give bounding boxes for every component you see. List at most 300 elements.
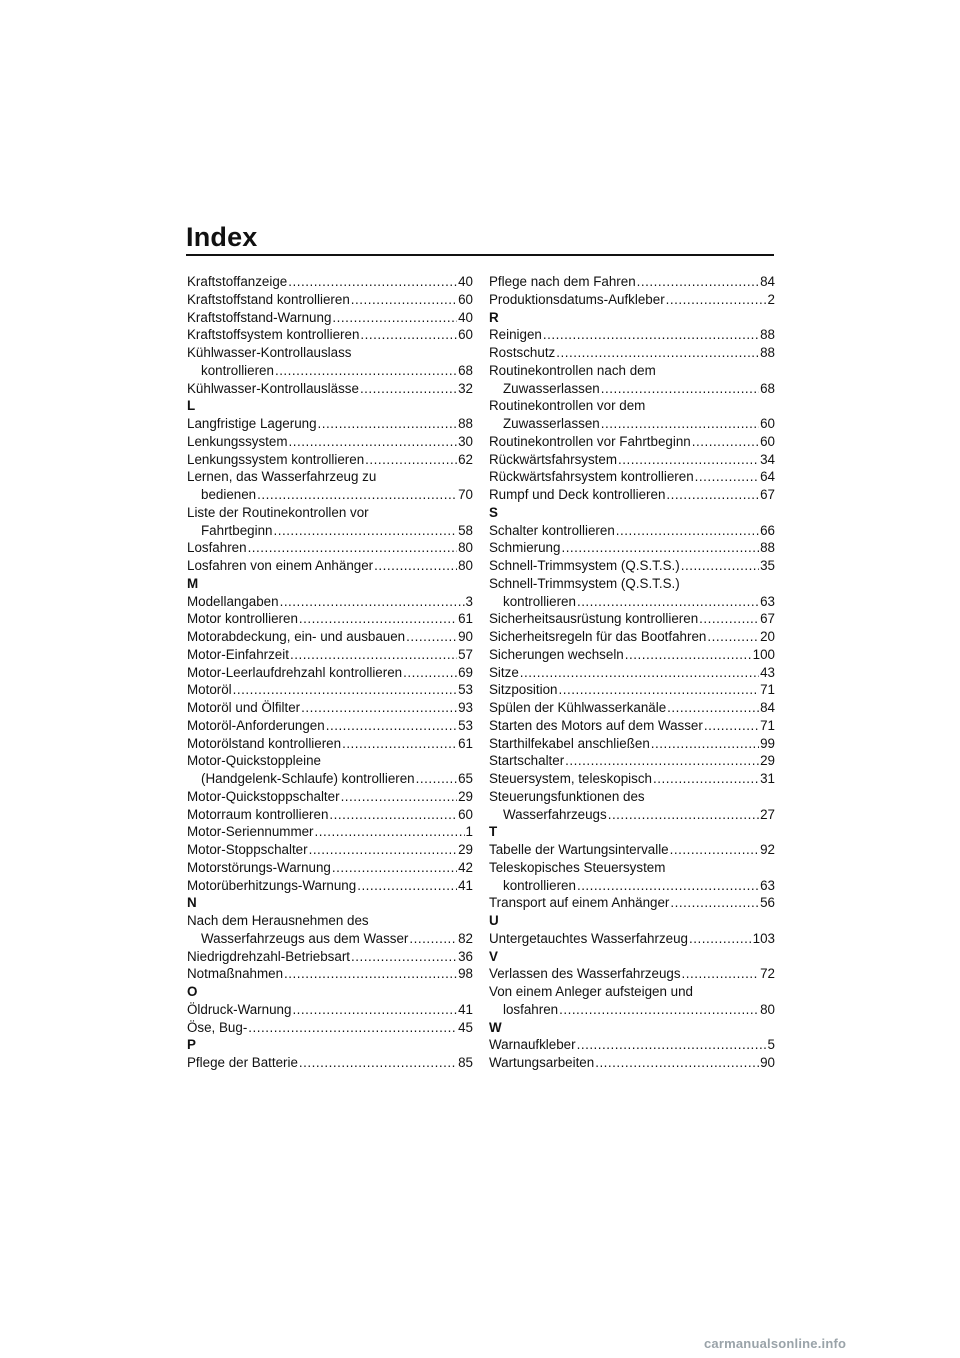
dot-leader xyxy=(543,326,759,344)
dot-leader xyxy=(608,806,759,824)
index-entry-page: 2 xyxy=(767,291,775,307)
index-entry xyxy=(187,291,473,309)
dot-leader xyxy=(681,557,759,575)
index-entry xyxy=(187,557,473,575)
index-entry-text: Losfahren von einem Anhänger xyxy=(187,558,374,573)
index-entry xyxy=(489,841,775,859)
index-entry xyxy=(187,273,473,291)
index-entry-text: Kraftstoffsystem kontrollieren xyxy=(187,327,360,343)
index-entry-row xyxy=(187,823,473,841)
index-entry xyxy=(489,468,775,486)
index-entry xyxy=(489,735,775,753)
dot-leader xyxy=(666,291,767,309)
index-entry-page: 63 xyxy=(760,593,775,609)
dot-leader xyxy=(357,877,457,895)
index-entry-row xyxy=(187,735,473,753)
index-entry-row xyxy=(187,1001,473,1019)
index-entry-page: 40 xyxy=(458,309,473,325)
index-entry-text: Transport auf einem Anhänger xyxy=(489,895,670,911)
index-entry-text: Motor kontrollieren xyxy=(187,611,298,627)
dot-leader xyxy=(520,664,759,682)
index-entry xyxy=(187,1054,473,1072)
index-entry xyxy=(489,646,775,664)
index-entry-text: Warnaufkleber xyxy=(489,1037,576,1053)
index-entry-heading: Liste der Routinekontrollen vor xyxy=(187,504,369,520)
dot-leader xyxy=(577,593,759,611)
index-entry-page: 61 xyxy=(458,611,473,627)
index-entry xyxy=(489,326,775,344)
index-entry-heading: Kühlwasser-Kontrollauslass xyxy=(187,345,352,360)
index-entry-text: Schalter kontrollieren xyxy=(489,522,615,538)
index-entry-text: Untergetauchtes Wasserfahrzeug xyxy=(489,930,688,946)
dot-leader xyxy=(707,628,759,646)
index-entry-page: 60 xyxy=(458,806,473,822)
index-entry-row xyxy=(187,717,473,735)
index-entry xyxy=(187,326,473,344)
index-entry-heading: Routinekontrollen vor dem xyxy=(489,398,646,414)
dot-leader xyxy=(299,610,457,628)
index-entry-text: Motor-Seriennummer xyxy=(187,824,314,840)
index-entry xyxy=(187,788,473,806)
index-entry-text: Motorüberhitzungs-Warnung xyxy=(187,877,357,893)
dot-leader xyxy=(689,930,752,948)
index-entry xyxy=(187,965,473,983)
index-entry-heading: Steuerungsfunktionen des xyxy=(489,788,645,804)
index-entry xyxy=(187,610,473,628)
index-entry-page: 90 xyxy=(458,629,473,644)
dot-leader xyxy=(406,628,457,646)
index-entry-text: Sitze xyxy=(489,664,519,680)
index-entry-row xyxy=(187,930,473,948)
index-entry-row xyxy=(187,646,473,664)
index-entry-row xyxy=(489,380,775,398)
index-entry-page: 62 xyxy=(458,451,473,467)
index-entry-text: Zuwasserlassen xyxy=(503,380,600,396)
index-entry xyxy=(489,1036,775,1054)
index-entry-text: Sicherheitsausrüstung kontrollieren xyxy=(489,611,699,627)
index-entry xyxy=(187,646,473,664)
index-entry xyxy=(489,681,775,699)
index-entry-row xyxy=(187,965,473,983)
index-entry-row xyxy=(489,433,775,451)
index-section-letter: V xyxy=(489,948,498,964)
index-entry-row xyxy=(489,717,775,735)
index-entry xyxy=(489,859,775,895)
index-entry-row xyxy=(489,894,775,912)
index-entry xyxy=(489,894,775,912)
index-entry-row xyxy=(187,699,473,717)
index-entry xyxy=(187,664,473,682)
index-entry-page: 20 xyxy=(760,629,775,644)
dot-leader xyxy=(637,273,759,291)
page-title: Index xyxy=(186,222,258,252)
index-entry-page: 67 xyxy=(760,487,775,502)
index-entry-text: Notmaßnahmen xyxy=(187,966,284,982)
dot-leader xyxy=(360,380,457,398)
dot-leader xyxy=(374,557,457,575)
index-section-letter: O xyxy=(187,984,198,999)
index-entry-page: 36 xyxy=(458,948,473,964)
index-entry-page: 71 xyxy=(760,682,775,698)
dot-leader xyxy=(318,415,458,433)
dot-leader xyxy=(288,273,457,291)
dot-leader xyxy=(558,681,759,699)
index-entry-row xyxy=(187,593,473,611)
index-entry-text: Zuwasserlassen xyxy=(503,416,600,431)
index-entry-page: 53 xyxy=(458,682,473,698)
index-entry-page: 57 xyxy=(458,646,473,662)
dot-leader xyxy=(342,735,457,753)
dot-leader xyxy=(315,823,465,841)
index-section-letter: R xyxy=(489,309,499,325)
index-entry-row xyxy=(489,1001,775,1019)
index-entry-text: Startschalter xyxy=(489,753,565,769)
index-entry-row xyxy=(187,948,473,966)
index-entry-page: 84 xyxy=(760,700,775,715)
index-entry xyxy=(489,628,775,646)
index-entry-page: 40 xyxy=(458,274,473,289)
index-section-letter: N xyxy=(187,895,197,911)
dot-leader xyxy=(416,770,457,788)
index-entry-text: Motorstörungs-Warnung xyxy=(187,859,331,875)
index-entry-row xyxy=(187,433,473,451)
index-entry-row xyxy=(489,664,775,682)
dot-leader xyxy=(280,593,465,611)
dot-leader xyxy=(290,646,457,664)
index-entry-page: 99 xyxy=(760,735,775,751)
index-entry-page: 80 xyxy=(458,558,473,573)
index-entry-text: Wartungsarbeiten xyxy=(489,1055,595,1070)
dot-leader xyxy=(577,877,759,895)
index-entry xyxy=(187,735,473,753)
index-entry xyxy=(187,1019,473,1037)
index-column-left xyxy=(187,273,473,1072)
index-entry-page: 68 xyxy=(760,380,775,396)
index-entry-page: 66 xyxy=(760,522,775,538)
index-entry-text: Wasserfahrzeugs aus dem Wasser xyxy=(201,930,409,946)
index-entry-row xyxy=(489,1036,775,1054)
index-entry xyxy=(187,380,473,398)
index-entry xyxy=(489,752,775,770)
dot-leader xyxy=(704,717,759,735)
index-entry-text: Modellangaben xyxy=(187,593,279,609)
index-entry-row xyxy=(187,877,473,895)
dot-leader xyxy=(666,486,759,504)
index-entry xyxy=(489,930,775,948)
index-entry-page: 65 xyxy=(458,771,473,786)
index-entry-page: 82 xyxy=(458,930,473,946)
index-entry-page: 30 xyxy=(458,433,473,449)
index-entry-text: Starten des Motors auf dem Wasser xyxy=(489,717,703,733)
index-entry-row xyxy=(187,380,473,398)
index-entry-text: Rückwärtsfahrsystem kontrollieren xyxy=(489,469,694,485)
index-entry xyxy=(187,309,473,327)
index-entry xyxy=(187,699,473,717)
index-entry-page: 85 xyxy=(458,1055,473,1070)
index-entry-text: losfahren xyxy=(503,1001,559,1017)
index-entry-row xyxy=(187,415,473,433)
index-entry-text: Verlassen des Wasserfahrzeugs xyxy=(489,966,681,982)
index-entry-heading: Schnell-Trimmsystem (Q.S.T.S.) xyxy=(489,575,680,591)
index-entry-text: Routinekontrollen vor Fahrtbeginn xyxy=(489,433,691,449)
dot-leader xyxy=(577,1036,767,1054)
index-entry-text: Lenkungssystem kontrollieren xyxy=(187,451,365,467)
index-entry-row xyxy=(489,770,775,788)
index-entry-row xyxy=(489,877,775,895)
dot-leader xyxy=(667,699,759,717)
index-entry-page: 68 xyxy=(458,362,473,378)
dot-leader xyxy=(273,522,457,540)
index-entry-row xyxy=(489,681,775,699)
index-entry-page: 80 xyxy=(458,540,473,556)
dot-leader xyxy=(351,948,457,966)
dot-leader xyxy=(695,468,759,486)
index-entry-heading: Teleskopisches Steuersystem xyxy=(489,859,666,875)
watermark-text: carmanualsonline.info xyxy=(704,1336,847,1351)
index-entry-row xyxy=(187,291,473,309)
index-entry-heading: Motor-Quickstoppleine xyxy=(187,753,321,769)
index-entry-row xyxy=(187,539,473,557)
dot-leader xyxy=(595,1054,759,1072)
index-entry-text: Kraftstoffanzeige xyxy=(187,274,288,289)
dot-leader xyxy=(561,539,759,557)
index-entry-page: 60 xyxy=(458,327,473,343)
index-entry xyxy=(489,1054,775,1072)
index-entry-text: Motoröl und Ölfilter xyxy=(187,700,301,715)
index-entry-heading: Routinekontrollen nach dem xyxy=(489,362,656,378)
index-entry-page: 45 xyxy=(458,1019,473,1035)
dot-leader xyxy=(288,433,457,451)
dot-leader xyxy=(403,664,457,682)
index-entry xyxy=(489,983,775,1019)
index-entry-page: 69 xyxy=(458,664,473,680)
index-entry-page: 27 xyxy=(760,806,775,822)
dot-leader xyxy=(653,770,759,788)
index-entry-page: 88 xyxy=(760,345,775,360)
index-entry-text: Motor-Einfahrzeit xyxy=(187,646,289,662)
index-entry-row xyxy=(489,965,775,983)
index-entry-row xyxy=(489,557,775,575)
index-entry-heading: Nach dem Herausnehmen des xyxy=(187,913,369,928)
dot-leader xyxy=(670,894,759,912)
index-entry xyxy=(187,806,473,824)
index-entry-page: 29 xyxy=(458,788,473,804)
index-entry-text: Produktionsdatums-Aufkleber xyxy=(489,291,665,307)
dot-leader xyxy=(326,717,457,735)
dot-leader xyxy=(332,309,457,327)
dot-leader xyxy=(301,699,457,717)
dot-leader xyxy=(275,362,457,380)
index-entry-row xyxy=(187,628,473,646)
index-entry-text: Schnell-Trimmsystem (Q.S.T.S.) xyxy=(489,558,680,573)
index-entry xyxy=(187,841,473,859)
index-entry xyxy=(489,717,775,735)
index-entry-text: Öldruck-Warnung xyxy=(187,1001,292,1017)
index-entry-page: 88 xyxy=(458,416,473,431)
index-entry-row xyxy=(187,841,473,859)
index-entry-row xyxy=(489,415,775,433)
index-entry-page: 60 xyxy=(760,416,775,431)
dot-leader xyxy=(699,610,759,628)
index-entry-text: Tabelle der Wartungsintervalle xyxy=(489,842,669,857)
index-entry-text: Wasserfahrzeugs xyxy=(503,806,607,822)
index-entry-text: Reinigen xyxy=(489,327,542,343)
index-entry-text: Rostschutz xyxy=(489,345,556,360)
dot-leader xyxy=(692,433,759,451)
dot-leader xyxy=(233,681,457,699)
index-entry-row xyxy=(187,451,473,469)
index-entry-row xyxy=(489,344,775,362)
dot-leader xyxy=(556,344,759,362)
index-entry-row xyxy=(489,806,775,824)
index-entry-row xyxy=(489,326,775,344)
index-section-letter: W xyxy=(489,1019,502,1035)
index-entry-page: 5 xyxy=(767,1037,775,1053)
index-entry-text: Sicherheitsregeln für das Bootfahren xyxy=(489,629,707,644)
dot-leader xyxy=(601,380,759,398)
index-entry xyxy=(489,610,775,628)
index-entry-page: 63 xyxy=(760,877,775,893)
index-entry-row xyxy=(187,806,473,824)
index-entry-row xyxy=(187,770,473,788)
dot-leader xyxy=(360,326,457,344)
index-entry-page: 84 xyxy=(760,274,775,289)
index-entry-text: Sitzposition xyxy=(489,682,558,698)
index-entry-text: Kraftstoffstand-Warnung xyxy=(187,309,332,325)
index-entry-page: 72 xyxy=(760,966,775,982)
index-entry-page: 98 xyxy=(458,966,473,982)
index-entry-text: Motor-Stoppschalter xyxy=(187,842,308,857)
index-entry-page: 93 xyxy=(458,700,473,715)
index-entry xyxy=(489,557,775,575)
index-section-letter: T xyxy=(489,824,498,840)
index-entry-page: 88 xyxy=(760,540,775,556)
dot-leader xyxy=(329,806,457,824)
index-entry-page: 80 xyxy=(760,1001,775,1017)
index-section-letter: L xyxy=(187,398,196,414)
index-entry xyxy=(489,788,775,824)
index-entry xyxy=(187,628,473,646)
index-entry-row xyxy=(187,557,473,575)
index-entry-row xyxy=(187,788,473,806)
index-entry-row xyxy=(489,1054,775,1072)
index-entry-text: Rumpf und Deck kontrollieren xyxy=(489,487,666,502)
index-entry-text: Schmierung xyxy=(489,540,561,556)
index-entry xyxy=(489,486,775,504)
index-entry xyxy=(187,752,473,788)
index-entry-page: 60 xyxy=(458,291,473,307)
index-entry xyxy=(489,575,775,611)
dot-leader xyxy=(341,788,458,806)
index-entry-row xyxy=(187,610,473,628)
index-entry-text: Motorabdeckung, ein- und ausbauen xyxy=(187,629,406,644)
index-entry-row xyxy=(489,273,775,291)
index-entry-row xyxy=(187,664,473,682)
index-entry-page: 1 xyxy=(465,824,473,840)
index-entry-row xyxy=(489,610,775,628)
index-entry-text: Starthilfekabel anschließen xyxy=(489,735,650,751)
index-entry xyxy=(489,344,775,362)
index-entry xyxy=(187,717,473,735)
index-entry-text: Motoröl xyxy=(187,682,232,698)
index-entry-page: 64 xyxy=(760,469,775,485)
index-entry-page: 103 xyxy=(752,930,775,946)
index-entry xyxy=(489,451,775,469)
dot-leader xyxy=(248,1019,457,1037)
index-entry-page: 29 xyxy=(760,753,775,769)
index-entry-page: 67 xyxy=(760,611,775,627)
index-entry-page: 70 xyxy=(458,487,473,502)
index-entry-row xyxy=(187,1054,473,1072)
index-entry-text: (Handgelenk-Schlaufe) kontrollieren xyxy=(201,771,415,786)
dot-leader xyxy=(284,965,457,983)
index-entry-row xyxy=(489,291,775,309)
dot-leader xyxy=(332,859,457,877)
index-entry xyxy=(489,397,775,433)
index-entry-text: Steuersystem, teleskopisch xyxy=(489,771,652,786)
index-entry-text: Pflege der Batterie xyxy=(187,1055,298,1070)
index-entry xyxy=(489,770,775,788)
index-entry-page: 42 xyxy=(458,859,473,875)
index-entry-page: 34 xyxy=(760,451,775,467)
index-entry-page: 3 xyxy=(465,593,473,609)
index-entry xyxy=(489,664,775,682)
index-entry-text: Motorraum kontrollieren xyxy=(187,806,329,822)
dot-leader xyxy=(248,539,458,557)
index-entry-row xyxy=(187,859,473,877)
title-rule xyxy=(186,254,774,256)
index-entry-page: 31 xyxy=(760,771,775,786)
index-entry xyxy=(187,1001,473,1019)
index-entry-row xyxy=(489,752,775,770)
dot-leader xyxy=(682,965,760,983)
index-entry xyxy=(489,273,775,291)
index-entry-text: Lenkungssystem xyxy=(187,433,288,449)
index-entry-row xyxy=(489,735,775,753)
index-entry-row xyxy=(187,326,473,344)
dot-leader xyxy=(351,291,457,309)
index-entry-row xyxy=(489,451,775,469)
index-entry-page: 100 xyxy=(752,646,775,662)
index-entry-row xyxy=(187,1019,473,1037)
index-entry xyxy=(187,451,473,469)
index-entry-row xyxy=(489,522,775,540)
index-entry xyxy=(489,699,775,717)
index-section-letter: S xyxy=(489,504,498,520)
index-entry xyxy=(187,504,473,540)
index-entry-text: Kühlwasser-Kontrollauslässe xyxy=(187,380,359,396)
index-column-right xyxy=(489,273,775,1072)
index-entry-page: 61 xyxy=(458,735,473,751)
index-entry-row xyxy=(489,486,775,504)
index-entry xyxy=(187,859,473,877)
index-entry-page: 92 xyxy=(760,842,775,857)
dot-leader xyxy=(651,735,759,753)
dot-leader xyxy=(409,930,457,948)
index-entry-text: kontrollieren xyxy=(503,593,576,609)
index-entry xyxy=(187,912,473,948)
index-entry xyxy=(489,522,775,540)
dot-leader xyxy=(257,486,457,504)
index-entry-page: 56 xyxy=(760,895,775,911)
dot-leader xyxy=(625,646,752,664)
dot-leader xyxy=(559,1001,759,1019)
index-entry-page: 58 xyxy=(458,522,473,538)
index-entry-row xyxy=(187,681,473,699)
index-entry-heading: Lernen, das Wasserfahrzeug zu xyxy=(187,469,377,485)
index-entry-row xyxy=(187,273,473,291)
index-entry-page: 35 xyxy=(760,558,775,573)
